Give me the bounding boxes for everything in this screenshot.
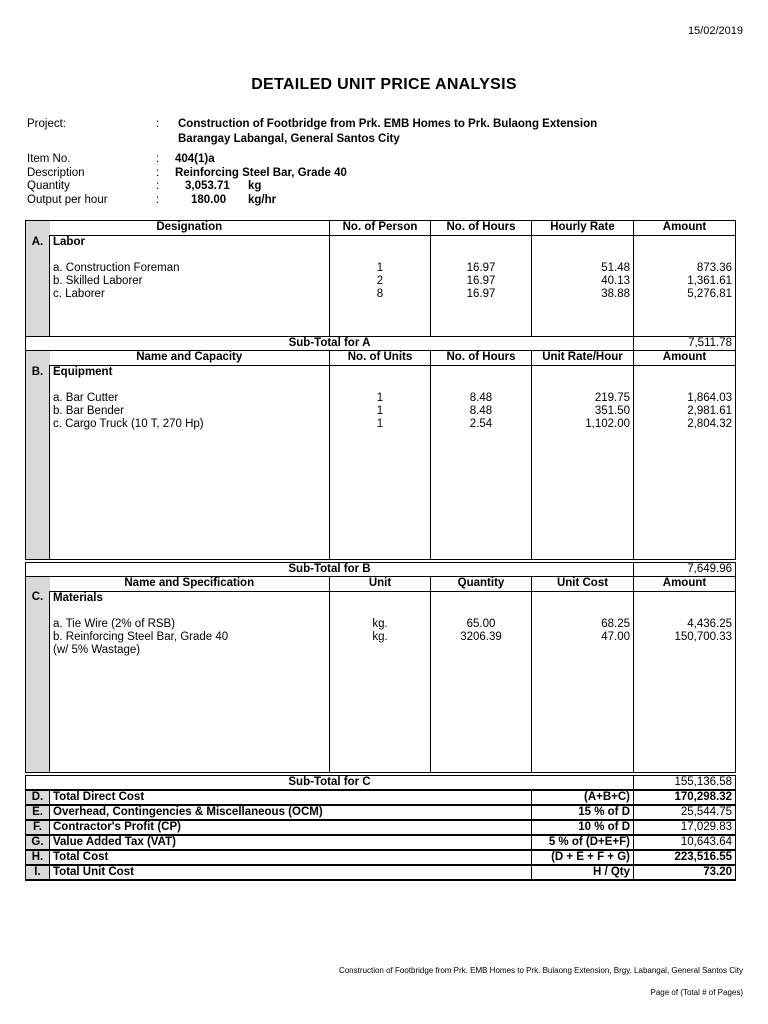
footer-page-number: Page of (Total # of Pages) (650, 988, 743, 997)
total-amount: 170,298.32 (634, 790, 736, 805)
output-value: 180.00 (191, 194, 227, 206)
project-line-1: Construction of Footbridge from Prk. EMB Homes to Prk. Bulaong Extension (178, 118, 598, 130)
material-cost: 47.00 (601, 630, 630, 643)
labor-col-hours: No. of Hours (431, 221, 532, 236)
total-formula: 10 % of D (532, 820, 634, 835)
equipment-col-units: No. of Units (330, 351, 431, 366)
equipment-qty: 1 (376, 418, 384, 430)
material-amount: 150,700.33 (674, 630, 732, 643)
material-qty: 65.00 (466, 617, 496, 630)
section-letter: C. (26, 591, 50, 773)
equipment-section-row (26, 366, 736, 560)
total-label: Total Unit Cost (50, 865, 532, 880)
section-letter: A. (26, 236, 50, 337)
total-letter: I. (26, 865, 50, 880)
total-row-f (26, 820, 736, 835)
equipment-col-name: Name and Capacity (50, 351, 330, 366)
labor-qty: 2 (376, 275, 384, 287)
labor-hours: 16.97 (466, 288, 496, 300)
labor-amount: 873.36 (696, 262, 732, 274)
equipment-amount: 2,804.32 (687, 418, 732, 430)
total-amount: 25,544.75 (634, 805, 736, 820)
materials-col-quantity: Quantity (431, 576, 532, 591)
material-unit: kg. (372, 617, 388, 630)
project-line-2: Barangay Labangal, General Santos City (178, 133, 400, 145)
labor-rate: 51.48 (601, 262, 630, 274)
labor-name: b. Skilled Laborer (53, 275, 143, 287)
labor-rate: 38.88 (601, 288, 630, 300)
equipment-rate: 1,102.00 (585, 418, 630, 430)
total-label: Overhead, Contingencies & Miscellaneous (OCM) (50, 805, 532, 820)
total-letter: E. (26, 805, 50, 820)
materials-col-cost: Unit Cost (532, 576, 634, 591)
subtotal-label: Sub-Total for B (26, 562, 634, 576)
total-amount: 223,516.55 (634, 850, 736, 865)
total-label: Total Direct Cost (50, 790, 532, 805)
equipment-name: a. Bar Cutter (53, 392, 119, 404)
total-letter: G. (26, 835, 50, 850)
labor-amount: 1,361.61 (687, 275, 732, 287)
colon: : (156, 118, 160, 130)
equipment-amount: 2,981.61 (687, 405, 732, 417)
total-label: Contractor's Profit (CP) (50, 820, 532, 835)
total-label: Value Added Tax (VAT) (50, 835, 532, 850)
equipment-rate: 351.50 (594, 405, 630, 417)
labor-hours: 16.97 (466, 275, 496, 287)
labor-subtotal-row (26, 337, 736, 351)
materials-header-row (26, 576, 736, 591)
material-name: b. Reinforcing Steel Bar, Grade 40 (53, 630, 229, 643)
labor-col-designation: Designation (50, 221, 330, 236)
total-amount: 17,029.83 (634, 820, 736, 835)
material-unit: kg. (372, 630, 388, 643)
subtotal-label: Sub-Total for C (26, 776, 634, 791)
material-cost: 68.25 (601, 617, 630, 630)
quantity-value: 3,053.71 (185, 180, 230, 192)
section-title: Labor (53, 236, 85, 248)
labor-name: a. Construction Foreman (53, 262, 180, 274)
unit-price-table (25, 220, 736, 881)
item-no-label: Item No. (27, 153, 71, 165)
quantity-label: Quantity (27, 180, 70, 192)
total-row-h (26, 850, 736, 865)
subtotal-value: 7,511.78 (634, 337, 736, 351)
equipment-hours: 8.48 (469, 392, 493, 404)
total-amount: 73.20 (634, 865, 736, 880)
section-title: Equipment (53, 366, 113, 378)
description-label: Description (27, 167, 85, 179)
total-letter: F. (26, 820, 50, 835)
materials-col-name: Name and Specification (50, 576, 330, 591)
total-letter: H. (26, 850, 50, 865)
colon: : (156, 194, 160, 206)
section-title: Materials (53, 591, 103, 604)
total-formula: (A+B+C) (532, 790, 634, 805)
total-formula: (D + E + F + G) (532, 850, 634, 865)
materials-col-amount: Amount (634, 576, 736, 591)
equipment-amount: 1,864.03 (687, 392, 732, 404)
description-value: Reinforcing Steel Bar, Grade 40 (175, 167, 347, 179)
colon: : (156, 180, 160, 192)
equipment-qty: 1 (376, 405, 384, 417)
labor-col-persons: No. of Person (330, 221, 431, 236)
subtotal-label: Sub-Total for A (26, 337, 634, 351)
material-amount: 4,436.25 (687, 617, 732, 630)
labor-col-rate: Hourly Rate (532, 221, 634, 236)
material-name: (w/ 5% Wastage) (53, 643, 141, 656)
labor-name: c. Laborer (53, 288, 105, 300)
total-formula: 15 % of D (532, 805, 634, 820)
total-row-i (26, 865, 736, 880)
total-amount: 10,643.64 (634, 835, 736, 850)
equipment-rate: 219.75 (594, 392, 630, 404)
total-formula: H / Qty (532, 865, 634, 880)
colon: : (156, 153, 160, 165)
output-label: Output per hour (27, 194, 108, 206)
materials-col-unit: Unit (330, 576, 431, 591)
equipment-subtotal-row (26, 562, 736, 576)
equipment-col-amount: Amount (634, 351, 736, 366)
materials-subtotal-row (26, 776, 736, 791)
colon: : (156, 167, 160, 179)
materials-section-row (26, 591, 736, 773)
labor-hours: 16.97 (466, 262, 496, 274)
labor-qty: 1 (376, 262, 384, 274)
subtotal-value: 155,136.58 (634, 776, 736, 791)
section-letter: B. (26, 366, 50, 560)
equipment-qty: 1 (376, 392, 384, 404)
equipment-header-row (26, 351, 736, 366)
output-unit: kg/hr (248, 194, 277, 206)
page-title: DETAILED UNIT PRICE ANALYSIS (251, 76, 517, 93)
material-name: a. Tie Wire (2% of RSB) (53, 617, 176, 630)
labor-col-amount: Amount (634, 221, 736, 236)
document-date: 15/02/2019 (687, 25, 743, 37)
equipment-name: b. Bar Bender (53, 405, 124, 417)
item-no-value: 404(1)a (175, 153, 215, 165)
quantity-unit: kg (248, 180, 262, 192)
labor-rate: 40.13 (601, 275, 630, 287)
total-row-g (26, 835, 736, 850)
labor-qty: 8 (376, 288, 384, 300)
total-letter: D. (26, 790, 50, 805)
subtotal-value: 7,649.96 (634, 562, 736, 576)
labor-amount: 5,276.81 (687, 288, 732, 300)
equipment-hours: 8.48 (469, 405, 493, 417)
total-label: Total Cost (50, 850, 532, 865)
equipment-hours: 2.54 (469, 418, 493, 430)
total-row-d (26, 790, 736, 805)
material-qty: 3206.39 (460, 630, 502, 643)
footer-project: Construction of Footbridge from Prk. EMB Homes to Prk. Bulaong Extension, Brgy. Labangal, General Santos City (338, 966, 743, 975)
project-label: Project: (27, 118, 66, 130)
total-formula: 5 % of (D+E+F) (532, 835, 634, 850)
equipment-col-rate: Unit Rate/Hour (532, 351, 634, 366)
labor-header-row (26, 221, 736, 236)
equipment-col-hours: No. of Hours (431, 351, 532, 366)
total-row-e (26, 805, 736, 820)
equipment-name: c. Cargo Truck (10 T, 270 Hp) (53, 418, 204, 430)
